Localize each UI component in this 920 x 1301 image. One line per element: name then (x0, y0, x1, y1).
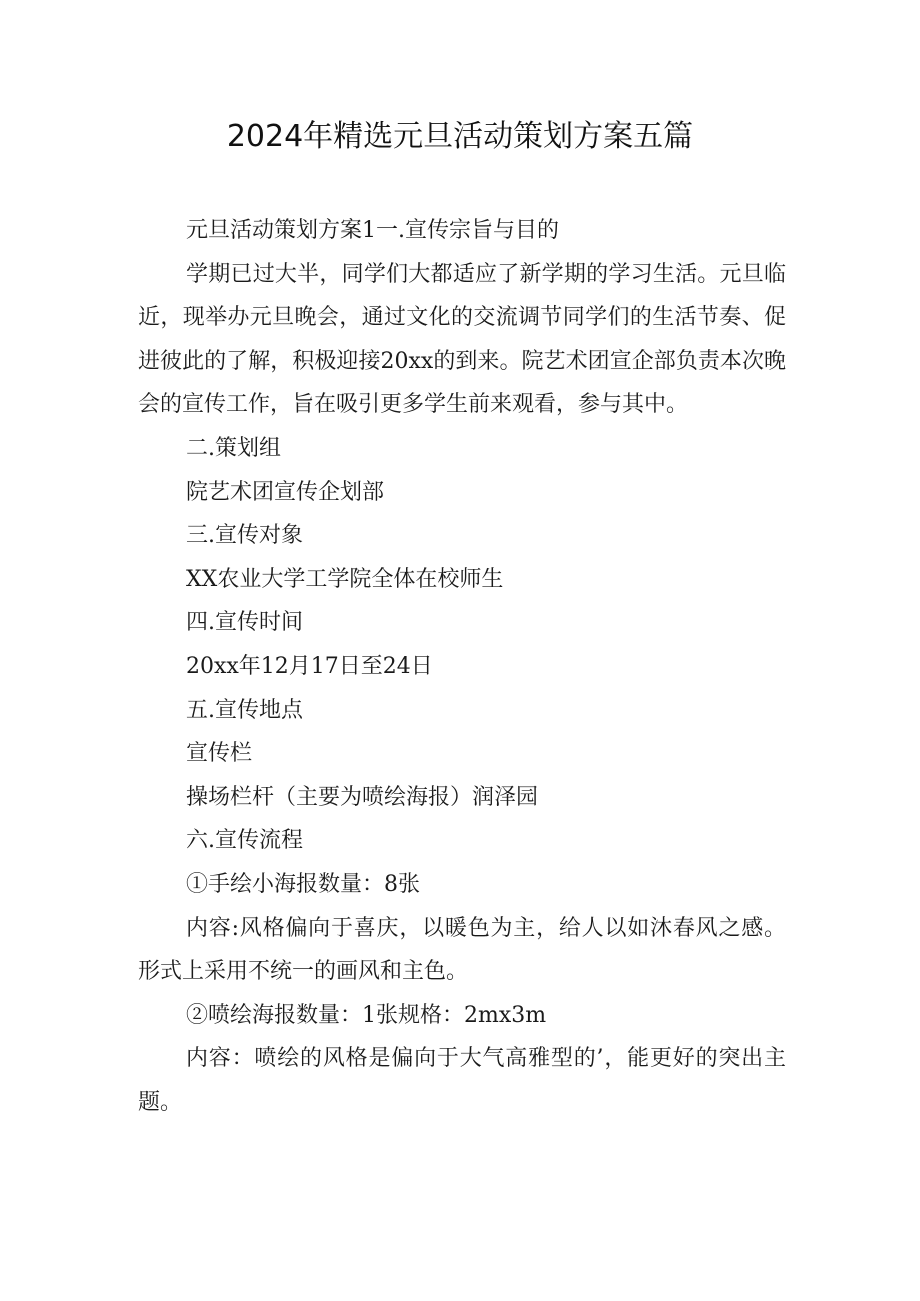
document-body (138, 209, 786, 1124)
paragraph: 学期已过大半，同学们大都适应了新学期的学习生活。元旦临近，现举办元旦晚会，通过文化的交流调节同学们的生活节奏、促进彼此的了解，积极迎接20xx的到来。院艺术团宣企部负责本次晚会的宣传工作，旨在吸引更多学生前来观看，参与其中。 (138, 261, 786, 418)
list-item: ②喷绘海报数量：1张规格：2mx3m (186, 1002, 547, 1028)
paragraph: 20xx年12月17日至24日 (186, 653, 433, 679)
paragraph: 宣传栏 (186, 741, 253, 767)
paragraph: 院艺术团宣传企划部 (186, 479, 385, 505)
section-heading: 五.宣传地点 (186, 697, 303, 723)
section-heading: 六.宣传流程 (186, 828, 303, 854)
paragraph: XX农业大学工学院全体在校师生 (186, 566, 504, 592)
document-title: 2024年精选元旦活动策划方案五篇 (226, 119, 694, 154)
paragraph: 元旦活动策划方案1一.宣传宗旨与目的 (186, 218, 559, 243)
paragraph: 内容：喷绘的风格是偏向于大气高雅型的’，能更好的突出主题。 (138, 1046, 786, 1115)
list-item: ①手绘小海报数量：8张 (186, 871, 420, 897)
paragraph: 操场栏杆（主要为喷绘海报）润泽园 (186, 784, 539, 810)
section-heading: 三.宣传对象 (186, 523, 303, 549)
section-heading: 四.宣传时间 (186, 610, 303, 636)
paragraph: 内容:风格偏向于喜庆，以暖色为主，给人以如沐春风之感。形式上采用不统一的画风和主色。 (138, 915, 786, 985)
section-heading: 二.策划组 (186, 435, 281, 461)
